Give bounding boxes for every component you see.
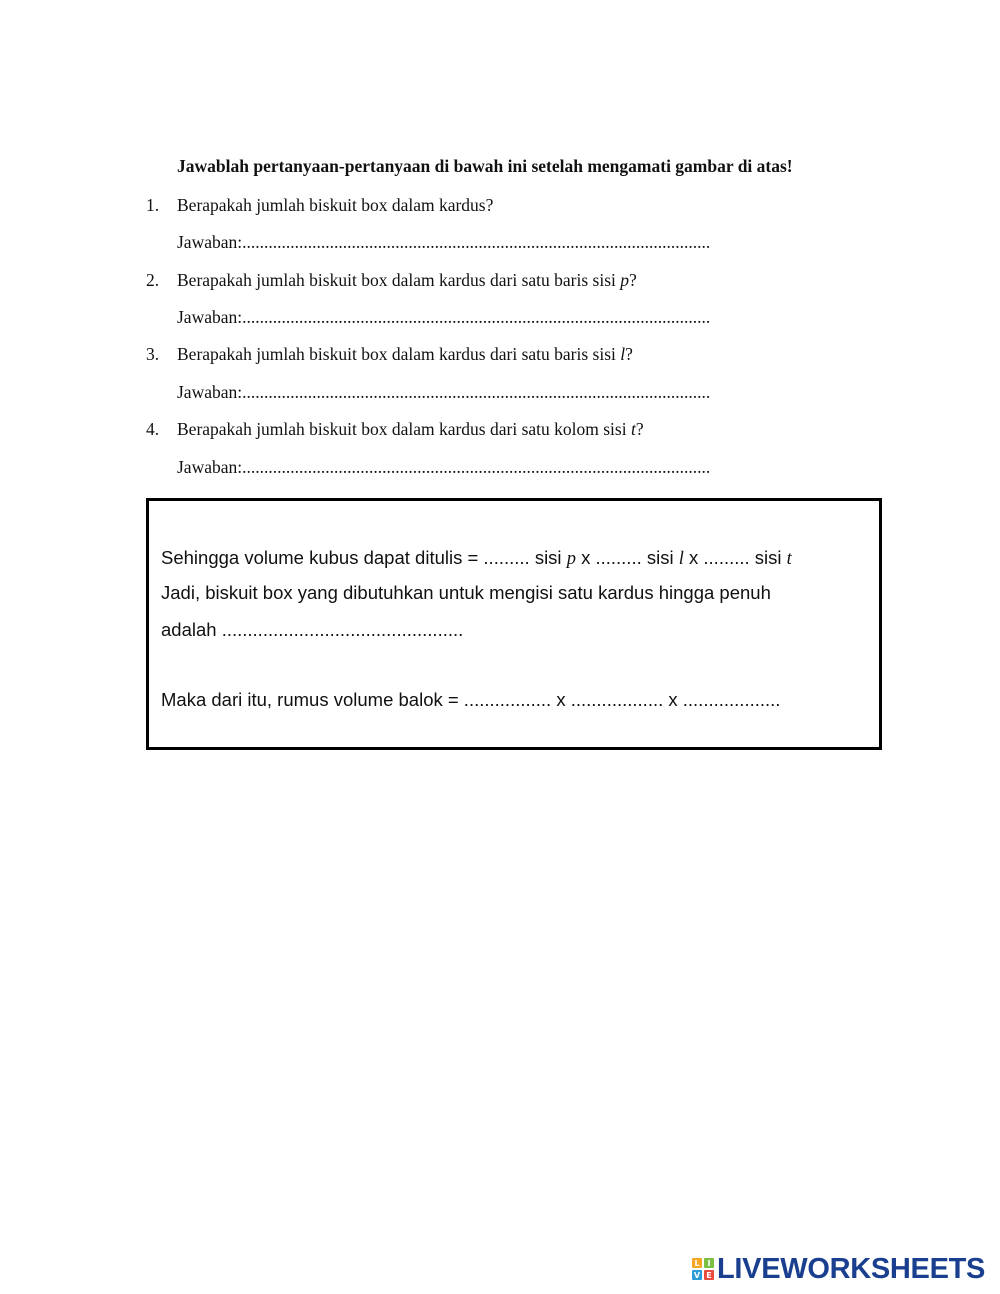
logo-cell: L xyxy=(692,1258,702,1268)
balok-formula-field[interactable]: Maka dari itu, rumus volume balok = ................. x .................. x ................... xyxy=(161,689,781,710)
question-text: Berapakah jumlah biskuit box dalam kardus dari satu baris sisi l? xyxy=(177,344,633,364)
conclusion-text: Jadi, biskuit box yang dibutuhkan untuk mengisi satu kardus hingga penuh xyxy=(161,582,771,603)
instruction-heading: Jawablah pertanyaan-pertanyaan di bawah ini setelah mengamati gambar di atas! xyxy=(177,156,793,176)
question-number: 3. xyxy=(146,344,160,364)
volume-formula-line[interactable]: Sehingga volume kubus dapat ditulis = ......... sisi p x ......... sisi l x ......... sisi t xyxy=(161,547,792,569)
question-number: 1. xyxy=(146,195,160,215)
answer-field-2[interactable]: Jawaban:........................................................................................................... xyxy=(177,307,711,327)
question-text: Berapakah jumlah biskuit box dalam kardus dari satu baris sisi p? xyxy=(177,270,637,290)
question-text: Berapakah jumlah biskuit box dalam kardus? xyxy=(177,195,494,215)
conclusion-box xyxy=(146,498,882,750)
answer-field-3[interactable]: Jawaban:........................................................................................................... xyxy=(177,382,711,402)
logo-cell: I xyxy=(704,1258,714,1268)
answer-field-4[interactable]: Jawaban:........................................................................................................... xyxy=(177,457,711,477)
logo-text: LIVEWORKSHEETS xyxy=(717,1252,986,1285)
total-answer-field[interactable]: adalah ............................................... xyxy=(161,619,464,640)
logo-cell: E xyxy=(704,1270,714,1280)
answer-field-1[interactable]: Jawaban:........................................................................................................... xyxy=(177,232,711,252)
logo-cell: V xyxy=(693,1270,701,1280)
question-number: 4. xyxy=(146,419,160,439)
question-text: Berapakah jumlah biskuit box dalam kardus dari satu kolom sisi t? xyxy=(177,419,644,439)
logo-icon xyxy=(692,1258,714,1280)
question-number: 2. xyxy=(146,270,160,290)
liveworksheets-logo xyxy=(692,1252,985,1286)
